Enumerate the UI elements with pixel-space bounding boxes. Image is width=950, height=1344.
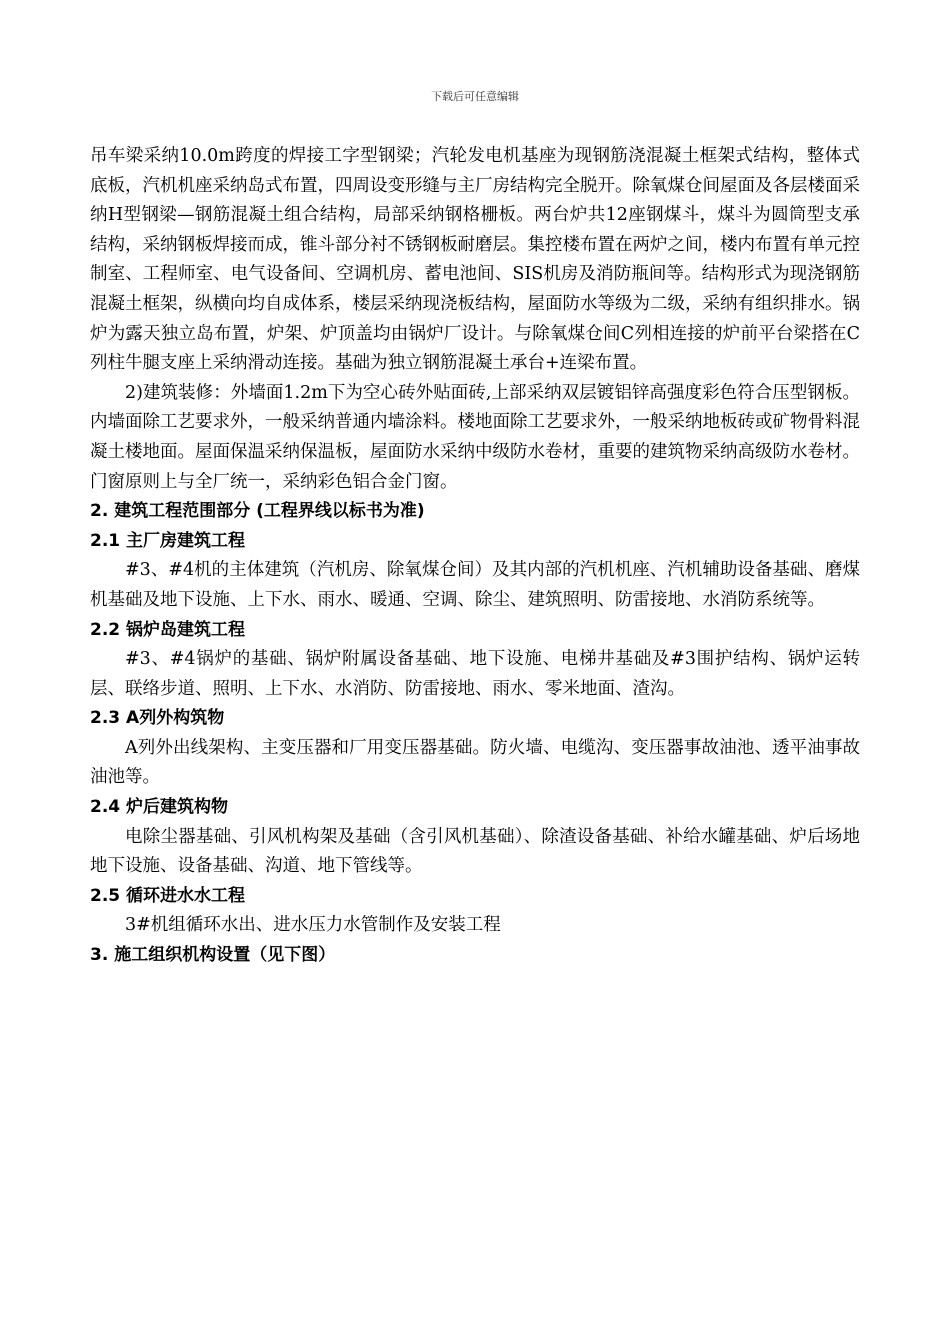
boiler-island-paragraph: #3、#4锅炉的基础、锅炉附属设备基础、地下设施、电梯井基础及#3围护结构、锅炉运转层、联络步道、照明、上下水、水消防、防雷接地、雨水、零米地面、渣沟。 [90, 649, 860, 699]
section-heading-2-4: 2.4 炉后建筑构物 [90, 797, 229, 818]
page-header-note: 下载后可任意编辑 [431, 90, 519, 103]
rear-structures-paragraph: 电除尘器基础、引风机构架及基础（含引风机基础）、除渣设备基础、补给水罐基础、炉后场地地下设施、设备基础、沟道、地下管线等。 [90, 826, 860, 877]
section-heading-2: 2. 建筑工程范围部分 (工程界线以标书为准) [90, 501, 425, 522]
structure-paragraph: 吊车梁采纳10.0m跨度的焊接工字型钢梁；汽轮发电机基座为现钢筋浇混凝土框架式结构，整体式底板，汽机机座采纳岛式布置，四周设变形缝与主厂房结构完全脱开。除氧煤仓间屋面及各层楼面采纳H型钢梁—钢筋混凝土组合结构，局部采纳钢格栅板。两台炉共12座钢煤斗，煤斗为圆筒型支承结构，采纳钢板焊接而成，锥斗部分衬不锈钢板耐磨层。集控楼布置在两炉之间，楼内布置有单元控制室、工程师室、电气设备间、空调机房、蓄电池间、SIS机房及消防瓶间等。结构形式为现浇钢筋混凝土框架，纵横向均自成体系，楼层采纳现浇板结构，屋面防水等级为二级，采纳有组织排水。锅炉为露天独立岛布置，炉架、炉顶盖均由锅炉厂设计。与除氧煤仓间C列相连接的炉前平台梁搭在C列柱牛腿支座上采纳滑动连接。基础为独立钢筋混凝土承台+连梁布置。 [90, 146, 860, 374]
section-heading-2-5: 2.5 循环进水水工程 [90, 885, 246, 906]
main-building-paragraph: #3、#4机的主体建筑（汽机房、除氧煤仓间）及其内部的汽机机座、汽机辅助设备基础、磨煤机基础及地下设施、上下水、雨水、暖通、空调、除尘、建筑照明、防雷接地、水消防系统等。 [90, 560, 860, 610]
section-heading-3: 3. 施工组织机构设置（见下图） [90, 945, 336, 966]
section-heading-2-3: 2.3 A列外构筑物 [90, 708, 225, 729]
document-body [90, 142, 860, 971]
column-a-paragraph: A列外出线架构、主变压器和厂用变压器基础。防火墙、电缆沟、变压器事故油池、透平油事故油池等。 [90, 737, 860, 788]
decoration-paragraph: 2)建筑装修：外墙面1.2m下为空心砖外贴面砖,上部采纳双层镀铝锌高强度彩色符合压型钢板。内墙面除工艺要求外，一般采纳普通内墙涂料。楼地面除工艺要求外，一般采纳地板砖或矿物骨料混凝土楼地面。屋面保温采纳保温板，屋面防水采纳中级防水卷材，重要的建筑物采纳高级防水卷材。门窗原则上与全厂统一，采纳彩色铝合金门窗。 [90, 382, 860, 492]
section-heading-2-1: 2.1 主厂房建筑工程 [90, 530, 246, 551]
circulating-water-paragraph: 3#机组循环水出、进水压力水管制作及安装工程 [125, 915, 501, 936]
section-heading-2-2: 2.2 锅炉岛建筑工程 [90, 619, 246, 640]
